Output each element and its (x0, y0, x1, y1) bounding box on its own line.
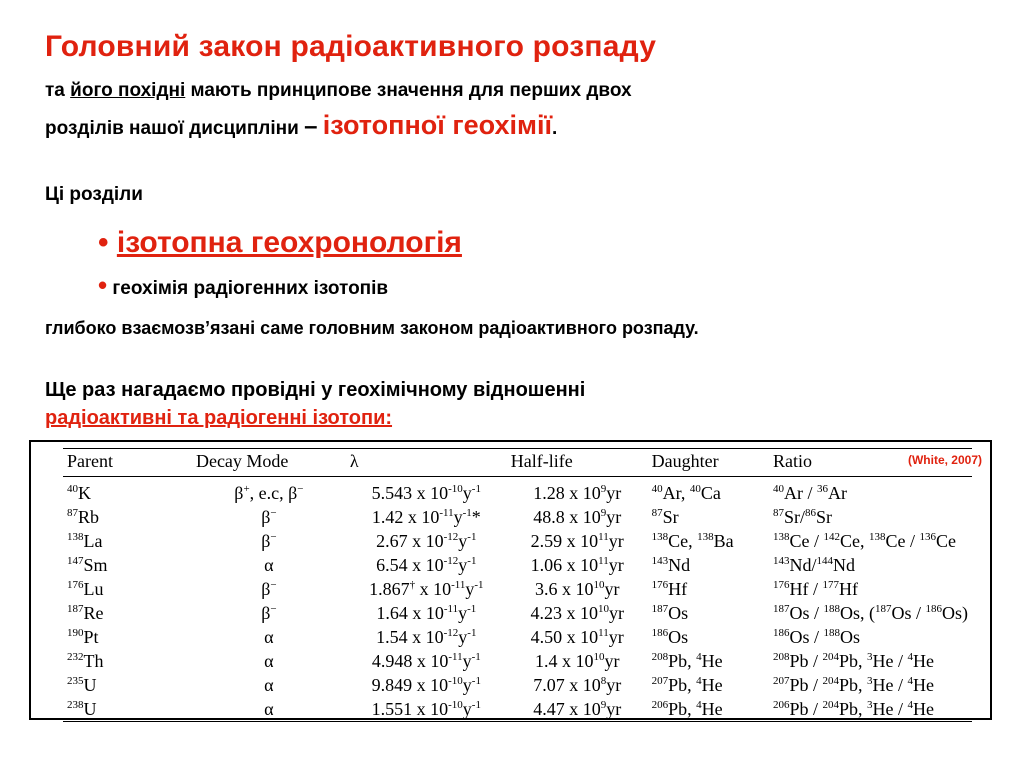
table-row (63, 553, 972, 577)
reminder-paragraph (45, 376, 585, 432)
bullet-marker: • (98, 226, 109, 259)
bullet-list (98, 226, 462, 298)
bullet-item-radiogenic (98, 270, 462, 298)
cell-half-life: 1.28 x $10^9yr$ (533, 482, 622, 503)
cell-lambda: 6.54 x $10^{-12}y^{-1}$ (376, 554, 477, 575)
cell-half-life: 1.06 x $10^{11}yr$ (530, 554, 624, 575)
cell-daughter: $^{143}$Nd (651, 554, 691, 575)
table-row (63, 649, 972, 673)
cell-parent: $^{40}$K (67, 482, 91, 503)
cell-daughter: $^{187}$Os (651, 602, 689, 623)
cell-lambda: 4.948 x $10^{-11}y^{-1}$ (371, 650, 481, 671)
bullet-marker: • (98, 270, 108, 300)
table-row (63, 505, 972, 529)
connection-paragraph: глибоко взаємозв’язані саме головним законом радіоактивного розпаду. (45, 318, 699, 338)
cell-decay-mode: β+, e.c, β− (234, 482, 304, 503)
cell-daughter: $^{208}$Pb, $^4$He (651, 650, 723, 671)
column-header-half-life: Half-life (507, 449, 648, 477)
cell-lambda: 9.849 x $10^{-10}y^{-1}$ (371, 674, 481, 695)
cell-daughter: $^{87}$Sr (651, 506, 679, 527)
cell-ratio: $^{138}$Ce / $^{142}$Ce, $^{138}$Ce / $^{136}$Ce (772, 530, 956, 551)
table-row (63, 577, 972, 601)
cell-parent: $^{232}$Th (67, 650, 104, 671)
citation: (White, 2007) (907, 453, 982, 467)
cell-lambda: 1.64 x $10^{-11}y^{-1}$ (376, 602, 477, 623)
column-header-ratio: Ratio (769, 449, 972, 477)
cell-decay-mode: β− (261, 578, 277, 599)
bullet-text: геохімія радіогенних ізотопів (112, 278, 389, 299)
cell-half-life: 4.23 x $10^{10}yr$ (530, 602, 624, 623)
cell-decay-mode: α (264, 674, 274, 695)
intro-rest: мають принципове значення для перших двох (185, 80, 632, 101)
cell-ratio: $^{186}$Os / $^{188}$Os (772, 626, 860, 647)
cell-ratio: $^{206}$Pb / $^{204}$Pb, $^3$He / $^4$He (769, 697, 972, 722)
cell-lambda: 5.543 x $10^{-10}y^{-1}$ (371, 482, 481, 503)
cell-half-life: 2.59 x $10^{11}yr$ (530, 530, 624, 551)
bullet-item-geochronology (98, 226, 462, 270)
cell-half-life: 4.50 x $10^{11}yr$ (530, 626, 624, 647)
table-row (63, 625, 972, 649)
table-header-row (63, 449, 972, 477)
cell-parent: $^{87}$Rb (67, 506, 100, 527)
cell-daughter: $^{40}$Ar, $^{40}$Ca (651, 482, 721, 503)
decay-table (63, 448, 972, 722)
cell-parent: $^{147}$Sm (67, 554, 108, 575)
cell-ratio: $^{143}$Nd/$^{144}$Nd (772, 554, 855, 575)
intro-prefix: та (45, 80, 71, 101)
column-header-parent: Parent (63, 449, 192, 477)
cell-decay-mode: α (264, 554, 274, 575)
cell-ratio: $^{208}$Pb / $^{204}$Pb, $^3$He / $^4$He (772, 650, 934, 671)
cell-lambda: 1.551 x $10^{-10}y^{-1}$ (346, 697, 507, 722)
cell-ratio: $^{40}$Ar / $^{36}$Ar (772, 482, 847, 503)
cell-daughter: $^{206}$Pb, $^4$He (648, 697, 769, 722)
column-header-decay-mode: Decay Mode (192, 449, 346, 477)
cell-parent: $^{176}$Lu (67, 578, 104, 599)
cell-parent: $^{187}$Re (67, 602, 104, 623)
cell-half-life: 1.4 x $10^{10}yr$ (534, 650, 620, 671)
reminder-line1: Ще раз нагадаємо провідні у геохімічному відношенні (45, 379, 586, 401)
table-row (63, 601, 972, 625)
column-header-daughter: Daughter (648, 449, 769, 477)
cell-ratio: $^{176}$Hf / $^{177}$Hf (772, 578, 858, 599)
intro-highlight: ізотопної геохімії (322, 110, 553, 140)
cell-half-life: 4.47 x $10^9yr$ (507, 697, 648, 722)
cell-ratio: $^{187}$Os / $^{188}$Os, ($^{187}$Os / $^{186}$Os) (772, 602, 968, 623)
intro-line2 (45, 112, 1005, 142)
cell-parent: $^{138}$La (67, 530, 103, 551)
cell-parent: $^{235}$U (67, 674, 97, 695)
sections-label: Ці розділи (45, 184, 143, 205)
cell-decay-mode: α (192, 697, 346, 722)
cell-daughter: $^{176}$Hf (651, 578, 688, 599)
cell-lambda: 2.67 x $10^{-12}y^{-1}$ (376, 530, 477, 551)
cell-daughter: $^{186}$Os (651, 626, 689, 647)
cell-decay-mode: α (264, 626, 274, 647)
table-row (63, 697, 972, 722)
intro-paragraph (45, 78, 1005, 142)
table-body (63, 477, 972, 722)
cell-half-life: 7.07 x $10^8yr$ (533, 674, 622, 695)
table-row (63, 673, 972, 697)
reminder-line2: радіоактивні та радіогенні ізотопи: (45, 407, 393, 429)
table-row (63, 529, 972, 553)
cell-half-life: 3.6 x $10^{10}yr$ (534, 578, 620, 599)
cell-decay-mode: α (264, 650, 274, 671)
bullet-text: ізотопна геохронологія (116, 226, 462, 259)
cell-daughter: $^{138}$Ce, $^{138}$Ba (651, 530, 734, 551)
isotope-table-panel (29, 440, 992, 720)
column-header-lambda: λ (346, 449, 507, 477)
intro-line2-text: розділів нашої дисципліни (45, 118, 305, 139)
cell-daughter: $^{207}$Pb, $^4$He (651, 674, 723, 695)
cell-lambda: 1.54 x $10^{-12}y^{-1}$ (376, 626, 477, 647)
cell-decay-mode: β− (261, 506, 277, 527)
intro-dash: – (304, 113, 318, 140)
cell-lambda: 1.867† x $10^{-11}y^{-1}$ (369, 578, 484, 599)
cell-parent: $^{238}$U (63, 697, 192, 722)
intro-underlined: його похідні (70, 80, 186, 101)
cell-ratio: $^{87}$Sr/$^{86}$Sr (772, 506, 832, 527)
cell-parent: $^{190}$Pt (67, 626, 99, 647)
slide-title: Головний закон радіоактивного розпаду (45, 30, 657, 63)
cell-ratio: $^{207}$Pb / $^{204}$Pb, $^3$He / $^4$He (772, 674, 934, 695)
cell-lambda: 1.42 x $10^{-11}y^{-1}*$ (371, 506, 481, 527)
cell-decay-mode: β− (261, 602, 277, 623)
cell-decay-mode: β− (261, 530, 277, 551)
intro-end: . (552, 118, 558, 139)
cell-half-life: 48.8 x $10^9yr$ (533, 506, 622, 527)
table-row (63, 477, 972, 506)
